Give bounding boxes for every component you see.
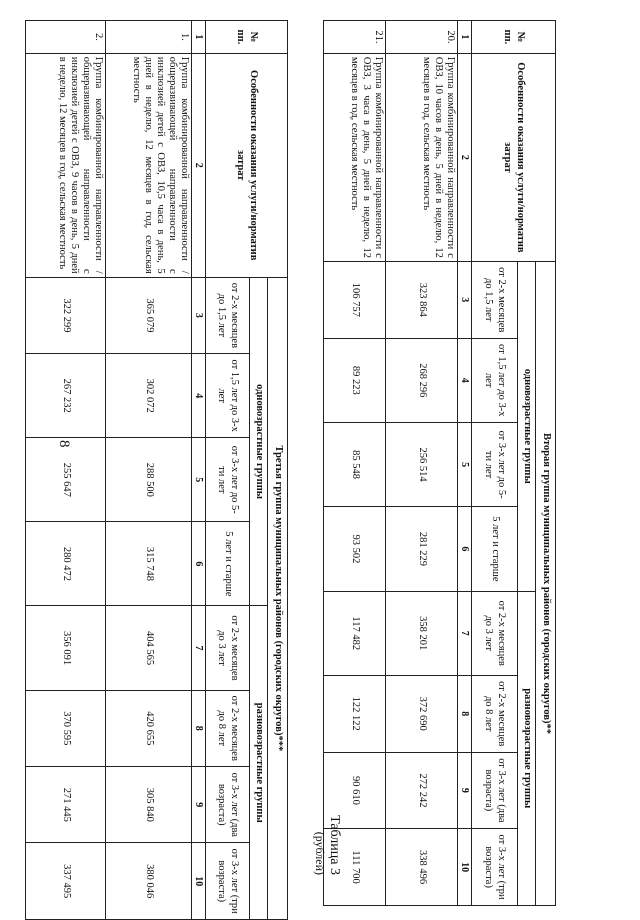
cell-value: 380 046 bbox=[106, 843, 192, 920]
cell-value: 288 500 bbox=[106, 438, 192, 522]
col-number: 7 bbox=[458, 591, 472, 675]
header-no: № пп. bbox=[206, 21, 288, 54]
cell-value: 370 595 bbox=[26, 690, 106, 766]
table-third-group bbox=[25, 20, 288, 920]
col-number: 4 bbox=[458, 338, 472, 422]
cell-value: 89 223 bbox=[324, 338, 386, 422]
header-no: № пп. bbox=[472, 21, 556, 54]
col-header: от 2-х месяцев до 8 лет bbox=[472, 675, 518, 752]
cell-value: 356 091 bbox=[26, 606, 106, 690]
col-number: 9 bbox=[458, 752, 472, 829]
cell-value: 85 548 bbox=[324, 422, 386, 506]
table-row bbox=[26, 21, 106, 920]
cell-value: 358 201 bbox=[386, 591, 458, 675]
col-number: 7 bbox=[192, 606, 206, 690]
cell-value: 271 445 bbox=[26, 767, 106, 843]
table-unit: (рублей) bbox=[313, 831, 327, 875]
col-header: 5 лет и старше bbox=[472, 507, 518, 591]
header-mixed-age: разновозрастные группы bbox=[250, 606, 268, 920]
table-caption: Таблица 3 bbox=[327, 815, 342, 875]
col-number: 1 bbox=[458, 21, 472, 54]
table-row bbox=[106, 21, 192, 920]
header-same-age: одновозрастные группы bbox=[250, 277, 268, 606]
col-number: 5 bbox=[458, 422, 472, 506]
col-header: от 3-х лет до 5-ти лет bbox=[206, 438, 250, 522]
cell-value: 305 840 bbox=[106, 767, 192, 843]
cell-value: 268 296 bbox=[386, 338, 458, 422]
cell-value: 372 690 bbox=[386, 675, 458, 752]
cell-value: 106 757 bbox=[324, 261, 386, 338]
cell-value: 255 647 bbox=[26, 438, 106, 522]
col-number: 5 bbox=[192, 438, 206, 522]
table-row bbox=[386, 21, 458, 906]
col-number: 2 bbox=[192, 53, 206, 277]
col-header: от 1,5 лет до 3-х лет bbox=[206, 354, 250, 438]
col-number: 3 bbox=[458, 261, 472, 338]
col-number: 6 bbox=[192, 522, 206, 606]
col-header: от 2-х месяцев до 8 лет bbox=[206, 690, 250, 766]
row-description: Группа комбинированной направленности / общеразвивающей направленности с инклюзией детей с ОВЗ, 10,5 часа в день, 5 дней в неделю, 12 месяцев в год, сельская местность bbox=[106, 53, 192, 277]
col-header: от 3-х лет до 5-ти лет bbox=[472, 422, 518, 506]
cell-value: 267 232 bbox=[26, 354, 106, 438]
row-number: 21. bbox=[324, 21, 386, 54]
cell-value: 322 299 bbox=[26, 277, 106, 353]
cell-value: 404 565 bbox=[106, 606, 192, 690]
page-number: 8 bbox=[56, 440, 72, 448]
cell-value: 337 495 bbox=[26, 843, 106, 920]
col-header: от 2-х месяцев до 3 лет bbox=[206, 606, 250, 690]
col-header: от 3-х лет (два возраста) bbox=[206, 767, 250, 843]
cell-value: 302 072 bbox=[106, 354, 192, 438]
cell-value: 122 122 bbox=[324, 675, 386, 752]
row-number: 1. bbox=[106, 21, 192, 54]
col-number: 10 bbox=[192, 843, 206, 920]
col-number: 8 bbox=[192, 690, 206, 766]
col-header: от 3-х лет (три возраста) bbox=[472, 829, 518, 906]
header-mixed-age: разновозрастные группы bbox=[518, 591, 536, 905]
col-number: 10 bbox=[458, 829, 472, 906]
cell-value: 111 700 bbox=[324, 829, 386, 906]
cell-value: 256 514 bbox=[386, 422, 458, 506]
cell-value: 365 079 bbox=[106, 277, 192, 353]
row-description: Группа комбинированной направленности с ОВЗ, 3 часа в день, 5 дней в неделю, 12 месяцев в год, сельская местность bbox=[324, 53, 386, 261]
header-group: Вторая группа муниципальных районов (городских округов)** bbox=[536, 261, 556, 905]
cell-value: 315 748 bbox=[106, 522, 192, 606]
cell-value: 420 655 bbox=[106, 690, 192, 766]
row-number: 2. bbox=[26, 21, 106, 54]
cell-value: 93 502 bbox=[324, 507, 386, 591]
cell-value: 323 864 bbox=[386, 261, 458, 338]
col-header: от 3-х лет (три возраста) bbox=[206, 843, 250, 920]
col-header: 5 лет и старше bbox=[206, 522, 250, 606]
col-header: от 3-х лет (два возраста) bbox=[472, 752, 518, 829]
cell-value: 280 472 bbox=[26, 522, 106, 606]
col-number: 3 bbox=[192, 277, 206, 353]
cell-value: 117 482 bbox=[324, 591, 386, 675]
header-feature: Особенности оказания услуги/норматив затрат bbox=[206, 53, 288, 277]
table-row bbox=[324, 21, 386, 906]
row-description: Группа комбинированной направленности / общеразвивающей направленности с инклюзией детей с ОВЗ, 9 часов в день, 5 дней в неделю, 12 месяцев в год, сельская местность bbox=[26, 53, 106, 277]
cell-value: 90 610 bbox=[324, 752, 386, 829]
cell-value: 281 229 bbox=[386, 507, 458, 591]
col-number: 2 bbox=[458, 53, 472, 261]
col-header: от 1,5 лет до 3-х лет bbox=[472, 338, 518, 422]
header-group: Третья группа муниципальных районов (городских округов)*** bbox=[268, 277, 288, 919]
col-number: 6 bbox=[458, 507, 472, 591]
header-feature: Особенности оказания услуги/норматив затрат bbox=[472, 53, 556, 261]
row-description: Группа комбинированной направленности с ОВЗ, 10 часов в день, 5 дней в неделю, 12 месяцев в год, сельская местность bbox=[386, 53, 458, 261]
col-header: от 2-х месяцев до 1,5 лет bbox=[206, 277, 250, 353]
col-number: 4 bbox=[192, 354, 206, 438]
col-number: 9 bbox=[192, 767, 206, 843]
col-header: от 2-х месяцев до 1,5 лет bbox=[472, 261, 518, 338]
row-number: 20. bbox=[386, 21, 458, 54]
header-same-age: одновозрастные группы bbox=[518, 261, 536, 591]
cell-value: 272 242 bbox=[386, 752, 458, 829]
col-header: от 2-х месяцев до 3 лет bbox=[472, 591, 518, 675]
col-number: 8 bbox=[458, 675, 472, 752]
table-second-group bbox=[323, 20, 556, 906]
cell-value: 338 496 bbox=[386, 829, 458, 906]
col-number: 1 bbox=[192, 21, 206, 54]
